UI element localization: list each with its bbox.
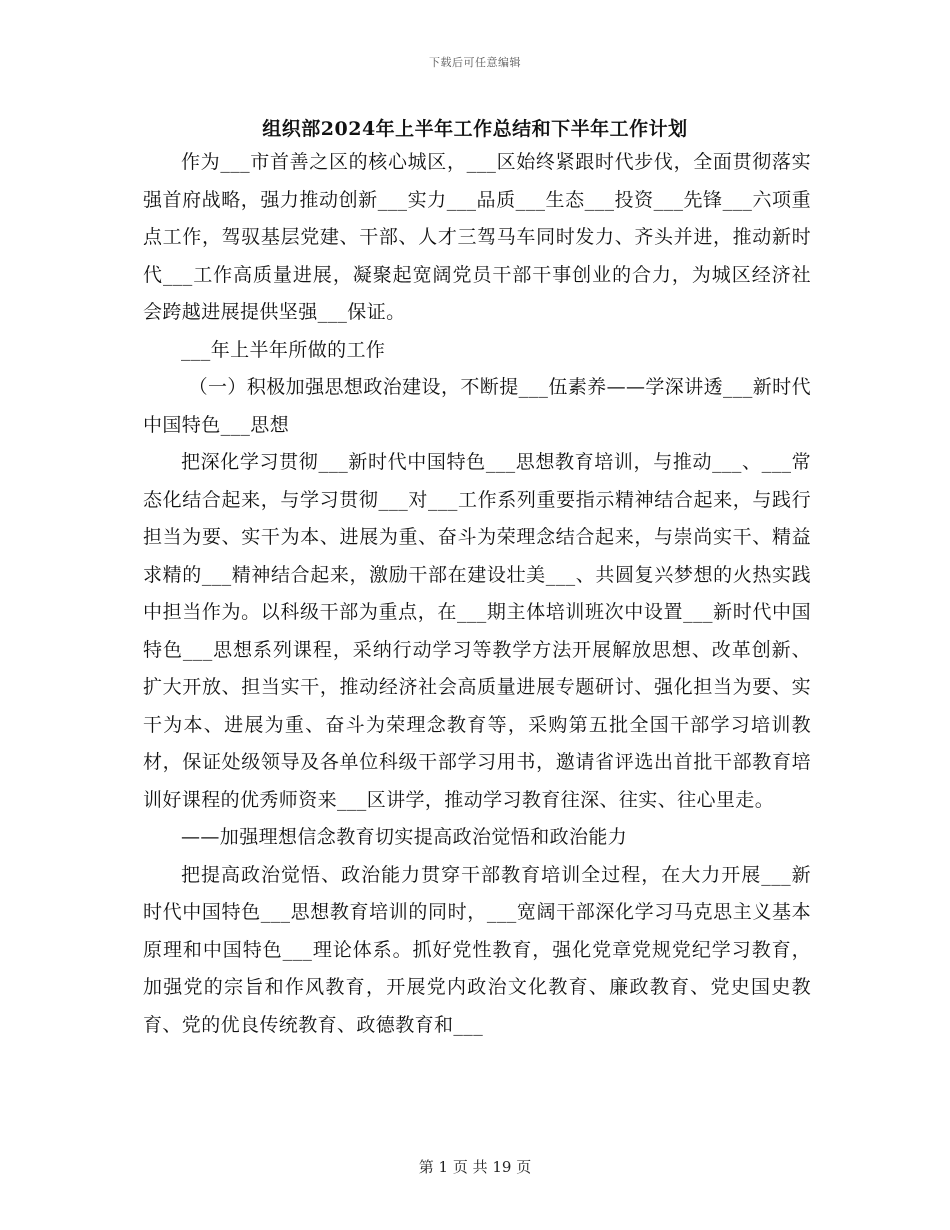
page-indicator: 第 1 页 共 19 页 [418, 1158, 532, 1176]
paragraph-study: 把深化学习贯彻___新时代中国特色___思想教育培训，与推动___、___常态化结合起来，与学习贯彻___对___工作系列重要指示精神结合起来，与践行担当为要、实干为本、进展为重、奋斗为荣理念结合起来，与崇尚实干、精益求精的___精神结合起来，激励干部在建设壮美___、共圆复兴梦想的火热实践中担当作为。以科级干部为重点，在___期主体培训班次中设置___新时代中国特色___思想系列课程，采纳行动学习等教学方法开展解放思想、改革创新、扩大开放、担当实干，推动经济社会高质量进展专题研讨、强化担当为要、实干为本、进展为重、奋斗为荣理念教育等，采购第五批全国干部学习培训教材，保证处级领导及各单位科级干部学习用书，邀请省评选出首批干部教育培训好课程的优秀师资来___区讲学，推动学习教育往深、往实、往心里走。 [143, 451, 811, 811]
document-body [143, 144, 811, 1044]
header-note: 下载后可任意编辑 [429, 56, 521, 69]
subsection-heading: （一）积极加强思想政治建设，不断提___伍素养——学深讲透___新时代中国特色___思想 [143, 376, 811, 436]
paragraph-intro: 作为___市首善之区的核心城区，___区始终紧跟时代步伐，全面贯彻落实强首府战略，强力推动创新___实力___品质___生态___投资___先锋___六项重点工作，驾驭基层党建、干部、人才三驾马车同时发力、齐头并进，推动新时代___工作高质量进展，凝聚起宽阔党员干部干事创业的合力，为城区经济社会跨越进展提供坚强___保证。 [143, 151, 811, 323]
section-heading: ___年上半年所做的工作 [181, 338, 386, 361]
subsection-heading-ideals: ——加强理想信念教育切实提高政治觉悟和政治能力 [181, 826, 628, 848]
document-title: 组织部2024年上半年工作总结和下半年工作计划 [262, 118, 688, 140]
paragraph-political: 把提高政治觉悟、政治能力贯穿干部教育培训全过程，在大力开展___新时代中国特色___思想教育培训的同时，___宽阔干部深化学习马克思主义基本原理和中国特色___理论体系。抓好党性教育，强化党章党规党纪学习教育，加强党的宗旨和作风教育，开展党内政治文化教育、廉政教育、党史国史教育、党的优良传统教育、政德教育和___ [143, 863, 811, 1036]
